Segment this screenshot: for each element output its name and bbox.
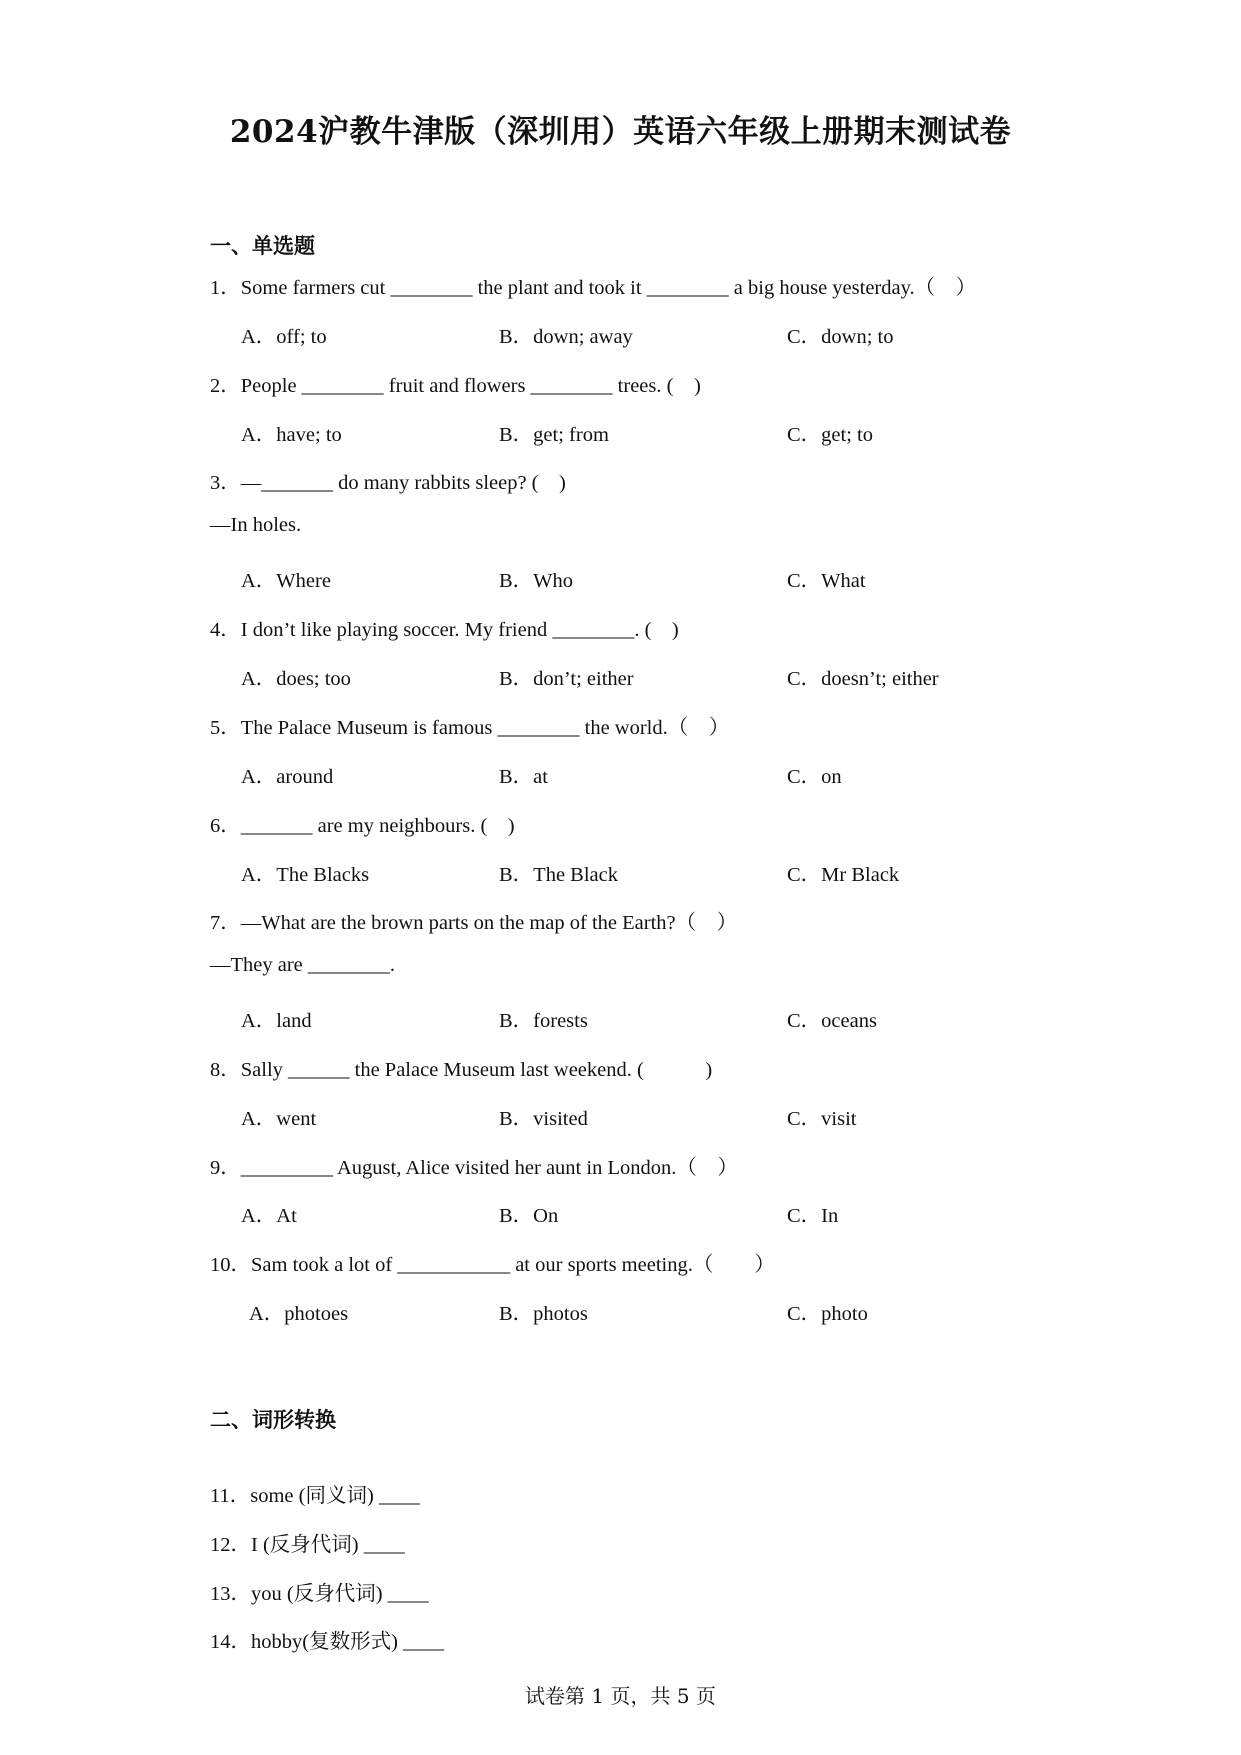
question-6-option-a[interactable]: A．The Blacks: [241, 864, 370, 886]
question-6-option-b[interactable]: B．The Black: [499, 864, 618, 886]
question-7-answer-line: —They are ________.: [210, 954, 396, 976]
question-8-option-a[interactable]: A．went: [241, 1108, 317, 1130]
question-1-option-c[interactable]: C．down; to: [787, 326, 894, 348]
question-1-option-a[interactable]: A．off; to: [241, 326, 327, 348]
word-form-12: 12．I (反身代词) ____: [210, 1534, 405, 1556]
question-10-option-a[interactable]: A．photoes: [249, 1303, 349, 1325]
question-3: 3．—_______ do many rabbits sleep? ( ): [210, 472, 566, 494]
page-footer: 试卷第 1 页，共 5 页: [525, 1684, 716, 1708]
question-3-option-c[interactable]: C．What: [787, 570, 866, 592]
question-1-option-b[interactable]: B．down; away: [499, 326, 633, 348]
section-heading-word-forms: 二、词形转换: [210, 1407, 336, 1432]
question-8: 8．Sally ______ the Palace Museum last weekend. ( ): [210, 1059, 713, 1081]
question-4-option-b[interactable]: B．don’t; either: [499, 668, 634, 690]
question-3-option-b[interactable]: B．Who: [499, 570, 574, 592]
section-heading-single-choice: 一、单选题: [210, 233, 315, 258]
question-5-option-a[interactable]: A．around: [241, 766, 334, 788]
question-9-option-a[interactable]: A．At: [241, 1205, 297, 1227]
question-7: 7．—What are the brown parts on the map of the Earth?（ ）: [210, 912, 738, 934]
question-3-answer-line: —In holes.: [210, 514, 302, 536]
question-7-option-a[interactable]: A．land: [241, 1010, 312, 1032]
question-2-option-a[interactable]: A．have; to: [241, 424, 342, 446]
question-6: 6．_______ are my neighbours. ( ): [210, 815, 515, 837]
word-form-14: 14．hobby(复数形式) ____: [210, 1631, 445, 1653]
question-3-option-a[interactable]: A．Where: [241, 570, 331, 592]
question-4-option-a[interactable]: A．does; too: [241, 668, 351, 690]
question-7-option-b[interactable]: B．forests: [499, 1010, 588, 1032]
question-5: 5．The Palace Museum is famous ________ the world.（ ）: [210, 717, 730, 739]
word-form-11: 11．some (同义词) ____: [210, 1485, 420, 1507]
question-9-option-b[interactable]: B．On: [499, 1205, 559, 1227]
question-9-option-c[interactable]: C．In: [787, 1205, 839, 1227]
question-2-option-b[interactable]: B．get; from: [499, 424, 609, 446]
question-4: 4．I don’t like playing soccer. My friend ________. ( ): [210, 619, 679, 641]
question-5-option-b[interactable]: B．at: [499, 766, 548, 788]
question-10-option-c[interactable]: C．photo: [787, 1303, 868, 1325]
question-10-option-b[interactable]: B．photos: [499, 1303, 588, 1325]
question-8-option-c[interactable]: C．visit: [787, 1108, 857, 1130]
question-2: 2．People ________ fruit and flowers ________ trees. ( ): [210, 375, 701, 397]
question-6-option-c[interactable]: C．Mr Black: [787, 864, 900, 886]
question-4-option-c[interactable]: C．doesn’t; either: [787, 668, 939, 690]
question-8-option-b[interactable]: B．visited: [499, 1108, 588, 1130]
page-title: 2024沪教牛津版（深圳用）英语六年级上册期末测试卷: [229, 114, 1012, 150]
question-5-option-c[interactable]: C．on: [787, 766, 842, 788]
question-2-option-c[interactable]: C．get; to: [787, 424, 873, 446]
question-10: 10．Sam took a lot of ___________ at our sports meeting.（ ）: [210, 1254, 775, 1276]
question-7-option-c[interactable]: C．oceans: [787, 1010, 877, 1032]
word-form-13: 13．you (反身代词) ____: [210, 1583, 429, 1605]
question-1: 1．Some farmers cut ________ the plant and took it ________ a big house yesterday.（ ）: [210, 277, 977, 299]
question-9: 9．_________ August, Alice visited her aunt in London.（ ）: [210, 1157, 738, 1179]
